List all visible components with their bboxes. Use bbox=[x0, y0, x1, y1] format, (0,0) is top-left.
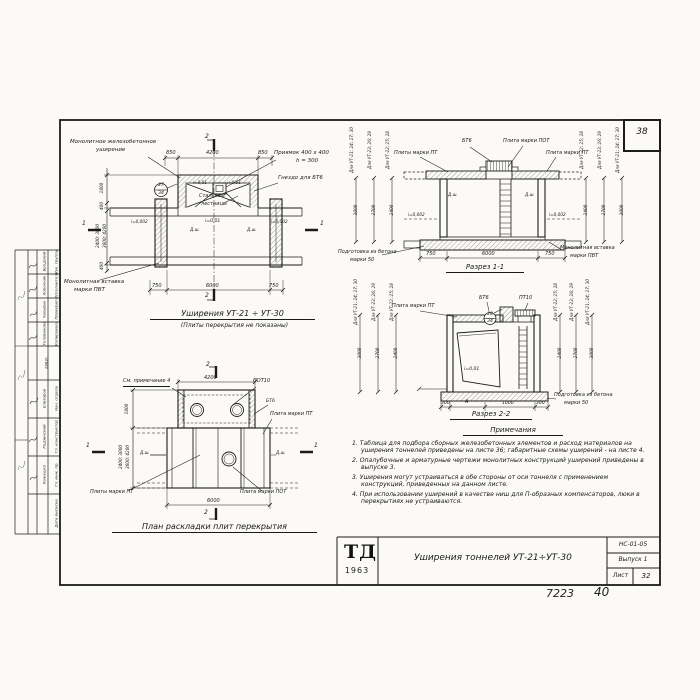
label-joint: Д.ш. bbox=[276, 450, 286, 455]
footer-number-left: 7223 bbox=[546, 587, 574, 600]
stamp-role: Гл. конструктор bbox=[53, 419, 59, 454]
label-monolithic-widening-2: уширение bbox=[96, 147, 126, 153]
label-monolithic-insert: Монолитная вставка bbox=[560, 245, 615, 251]
dim: 850 bbox=[166, 150, 176, 156]
dim-rotated: 2700 bbox=[573, 347, 578, 359]
dim: 850 bbox=[258, 150, 268, 156]
stamp-logo: ТД bbox=[344, 541, 378, 563]
section-mark-1: 1 bbox=[86, 442, 90, 449]
dim: 750 bbox=[545, 251, 555, 257]
dim: 300 bbox=[536, 401, 545, 406]
dim: 4200 bbox=[204, 375, 217, 381]
notes-title: Примечания bbox=[463, 426, 563, 436]
detail-ref-top: 28 bbox=[487, 312, 493, 317]
title-block-doc-code: НС-01-05 bbox=[618, 541, 648, 548]
dim-rotated: 1800 bbox=[124, 403, 129, 415]
section-mark-2: 2 bbox=[205, 292, 209, 299]
dim-rotated: 3600; 4200 bbox=[102, 223, 107, 249]
label-slabs-pt: Плиты марки ПТ bbox=[394, 150, 438, 156]
stamp-name: Бродский bbox=[41, 251, 47, 272]
stamp-name: Чапурин bbox=[41, 300, 47, 319]
note-item: 3. Уширения могут устраиваться в обе стороны от оси тоннеля с применением конструкций, приведенных на данном листе. bbox=[352, 473, 609, 489]
section-mark-1: 1 bbox=[314, 442, 318, 449]
label-concrete-prep: Подготовка из бетона bbox=[338, 249, 397, 255]
label-concrete-prep: Подготовка из бетона bbox=[554, 392, 613, 398]
dim-rotated: 2700 bbox=[371, 204, 376, 216]
stamp-name: Елизаров bbox=[41, 388, 47, 409]
dim-note-rotated: Для УТ-22; 25; 28 bbox=[553, 283, 558, 321]
dim-rotated: 2400; 3000 bbox=[118, 444, 123, 470]
label-pit: Приямок 400 x 400 bbox=[274, 150, 329, 156]
footer-number-right: 40 bbox=[594, 585, 610, 599]
section-mark-2: 2 bbox=[204, 509, 208, 516]
dim-note-rotated: Для УТ-22; 25; 28 bbox=[385, 131, 390, 169]
dim-rotated: 3000 bbox=[357, 347, 362, 359]
label-bt6: БТ6 bbox=[266, 399, 275, 404]
label-slope: i=0,002 bbox=[131, 219, 148, 224]
dim-note-rotated: Для УТ-21; 24; 27; 30 bbox=[349, 127, 354, 173]
label-bt6: БТ6 bbox=[462, 138, 472, 144]
label-slope: i=0,002 bbox=[408, 212, 425, 217]
label-steel-ladders-2: лестницы bbox=[201, 201, 227, 207]
dim-rotated: 2400 bbox=[393, 347, 398, 359]
title-block-issue: Выпуск 1 bbox=[618, 556, 648, 563]
label-slab-pt: Плита марки ПТ bbox=[392, 303, 435, 309]
label-joint: Д.ш. bbox=[448, 192, 458, 197]
dim: 1000 bbox=[502, 401, 514, 406]
label-slab-pt: Плита марки ПТ bbox=[270, 411, 313, 417]
dim: А bbox=[465, 399, 469, 405]
title-block-sheet-word: Лист bbox=[612, 572, 629, 579]
dim-rotated: 2700 bbox=[375, 347, 380, 359]
section-mark-1: 1 bbox=[82, 220, 86, 227]
dim-note-rotated: Для УТ-21; 24; 27; 30 bbox=[585, 279, 590, 325]
title-block-sheet-number: 32 bbox=[641, 572, 651, 580]
stamp-role: Проверил bbox=[53, 299, 59, 320]
detail-ref-bottom: 34 bbox=[158, 190, 164, 196]
label-slope: i=0,01 bbox=[464, 367, 480, 372]
dim-rotated: 3600; 4200 bbox=[125, 444, 130, 470]
stamp-name bbox=[42, 497, 47, 531]
label-pt10: ПТ10 bbox=[519, 295, 533, 301]
dim-note-rotated: Для УТ-23; 26; 29 bbox=[597, 131, 602, 169]
dim: 6000 bbox=[206, 283, 219, 289]
section-mark-2: 2 bbox=[206, 361, 210, 368]
section-mark-2: 2 bbox=[205, 133, 209, 140]
dim-rotated: 3000 bbox=[619, 204, 624, 216]
stamp-name: Корончик bbox=[41, 275, 47, 296]
label-bt6: БТ6 bbox=[479, 295, 489, 301]
detail-ref-bottom: 34 bbox=[487, 319, 493, 324]
dim-rotated: 2400 bbox=[389, 204, 394, 216]
label-joint: Д.ш. bbox=[190, 227, 200, 232]
dim-note-rotated: Для УТ-23; 26; 29 bbox=[371, 283, 376, 321]
stamp-name: Голованова bbox=[41, 321, 47, 346]
stamp-year: 1963г. bbox=[43, 355, 49, 370]
label-monolithic-insert: Монолитная вставка bbox=[64, 279, 125, 285]
label-steel-ladders: Стальные bbox=[199, 193, 225, 199]
label-concrete-prep-2: марки 50 bbox=[350, 257, 375, 263]
label-see-note: См. примечание 4 bbox=[123, 379, 170, 387]
dim-note-rotated: Для УТ-21; 24; 27; 30 bbox=[353, 279, 358, 325]
stamp-logo-year: 1963 bbox=[344, 566, 370, 575]
plan-bottom-title: План раскладки плит перекрытия bbox=[112, 522, 317, 533]
stamp-name: Родзинский bbox=[41, 424, 47, 449]
label-slope: i=0,01 bbox=[205, 219, 221, 224]
dim: 4200 bbox=[206, 150, 219, 156]
label-pit-height: h = 300 bbox=[296, 158, 319, 164]
title-block-title: Уширения тоннелей УТ-21÷УТ-30 bbox=[414, 553, 572, 563]
dim-rotated: 2400 bbox=[557, 347, 562, 359]
dim-rotated: 3000 bbox=[353, 204, 358, 216]
label-slab-pt: Плита марки ПТ bbox=[546, 150, 589, 156]
stamp-role: Нач. отдела bbox=[53, 386, 59, 411]
plan-top-title: Уширения УТ-21 ÷ УТ-30 bbox=[150, 309, 315, 320]
detail-ref-top: 27 bbox=[158, 183, 164, 188]
label-slope: i=0,002 bbox=[271, 219, 288, 224]
dim-rotated: 400 bbox=[99, 262, 104, 270]
note-item: 4. При использовании уширений в качестве ниш для П-образных компенсаторов, люки в перекрытиях не устраиваются. bbox=[352, 490, 640, 505]
label-monolithic-widening: Монолитное железобетонное bbox=[70, 139, 157, 145]
dim-note-rotated: Для УТ-22; 25; 28 bbox=[389, 283, 394, 321]
dim-rotated: 2700 bbox=[601, 204, 606, 216]
stamp-role: Рук. группы bbox=[53, 249, 59, 274]
dim-note-rotated: Для УТ-23; 26; 29 bbox=[367, 131, 372, 169]
label-slope: i=0,01 bbox=[227, 180, 241, 185]
dim-rotated: 1800 bbox=[99, 182, 104, 194]
label-joint: Д.ш. bbox=[140, 450, 150, 455]
label-monolithic-insert-2: марки ПВТ bbox=[570, 253, 599, 259]
label-monolithic-insert-2: марки ПВТ bbox=[74, 287, 105, 293]
dim: 6000 bbox=[482, 251, 495, 257]
corner-sheet-number: 38 bbox=[636, 127, 648, 137]
label-slope: i=0,002 bbox=[549, 212, 566, 217]
dim: 6000 bbox=[207, 498, 220, 504]
note-item: 2. Опалубочные и арматурные чертежи монолитных конструкций уширений приведены в выпуске 3. bbox=[352, 456, 644, 472]
label-socket-bt6: Гнездо для БТ6 bbox=[278, 175, 323, 181]
dim-note-rotated: Для УТ-22; 25; 28 bbox=[579, 131, 584, 169]
dim: 750 bbox=[152, 283, 162, 289]
label-slope: i=0,01 bbox=[193, 180, 207, 185]
notes-list bbox=[352, 440, 652, 507]
label-slabs-pt: Плиты марки ПТ bbox=[90, 489, 134, 495]
dim: 750 bbox=[269, 283, 279, 289]
label-pot10: ПОТ10 bbox=[253, 378, 271, 384]
dim-rotated: 3000 bbox=[589, 347, 594, 359]
stamp-role: Исполнитель bbox=[53, 272, 59, 299]
dim: 750 bbox=[426, 251, 436, 257]
stamp-role: Гл. инж. пр. bbox=[53, 462, 59, 487]
label-joint: Д.ш. bbox=[247, 227, 257, 232]
label-joint: Д.ш. bbox=[525, 192, 535, 197]
plan-top-subtitle: (Плиты перекрытия не показаны) bbox=[180, 322, 289, 329]
note-item: 1. Таблица для подбора сборных железобетонных элементов и расход материалов на уширения тоннелей приведены на листе 36; габаритные схемы уширений - на листе 4. bbox=[352, 440, 645, 455]
section-1-title: Разрез 1-1 bbox=[446, 263, 524, 273]
label-slab-pot: Плита марки ПОТ bbox=[503, 138, 550, 144]
dim-note-rotated: Для УТ-21; 24; 27; 30 bbox=[615, 127, 620, 173]
section-2-title: Разрез 2-2 bbox=[450, 410, 532, 420]
dim-note-rotated: Для УТ-23; 26; 29 bbox=[569, 283, 574, 321]
dim-rotated: 2400 bbox=[583, 204, 588, 216]
label-slab-pot: Плита марки ПОТ bbox=[240, 489, 287, 495]
label-concrete-prep-2: марки 50 bbox=[564, 400, 589, 406]
stamp-name: Кожушко bbox=[41, 464, 47, 485]
dim-rotated: 400 bbox=[99, 202, 104, 210]
stamp-role: Дата выпуска bbox=[53, 499, 59, 528]
dim-rotated: 2400; 3000 bbox=[95, 223, 100, 249]
stamp-role: Копировала bbox=[53, 321, 59, 346]
dim: 300 bbox=[441, 401, 450, 406]
section-mark-1: 1 bbox=[320, 220, 324, 227]
